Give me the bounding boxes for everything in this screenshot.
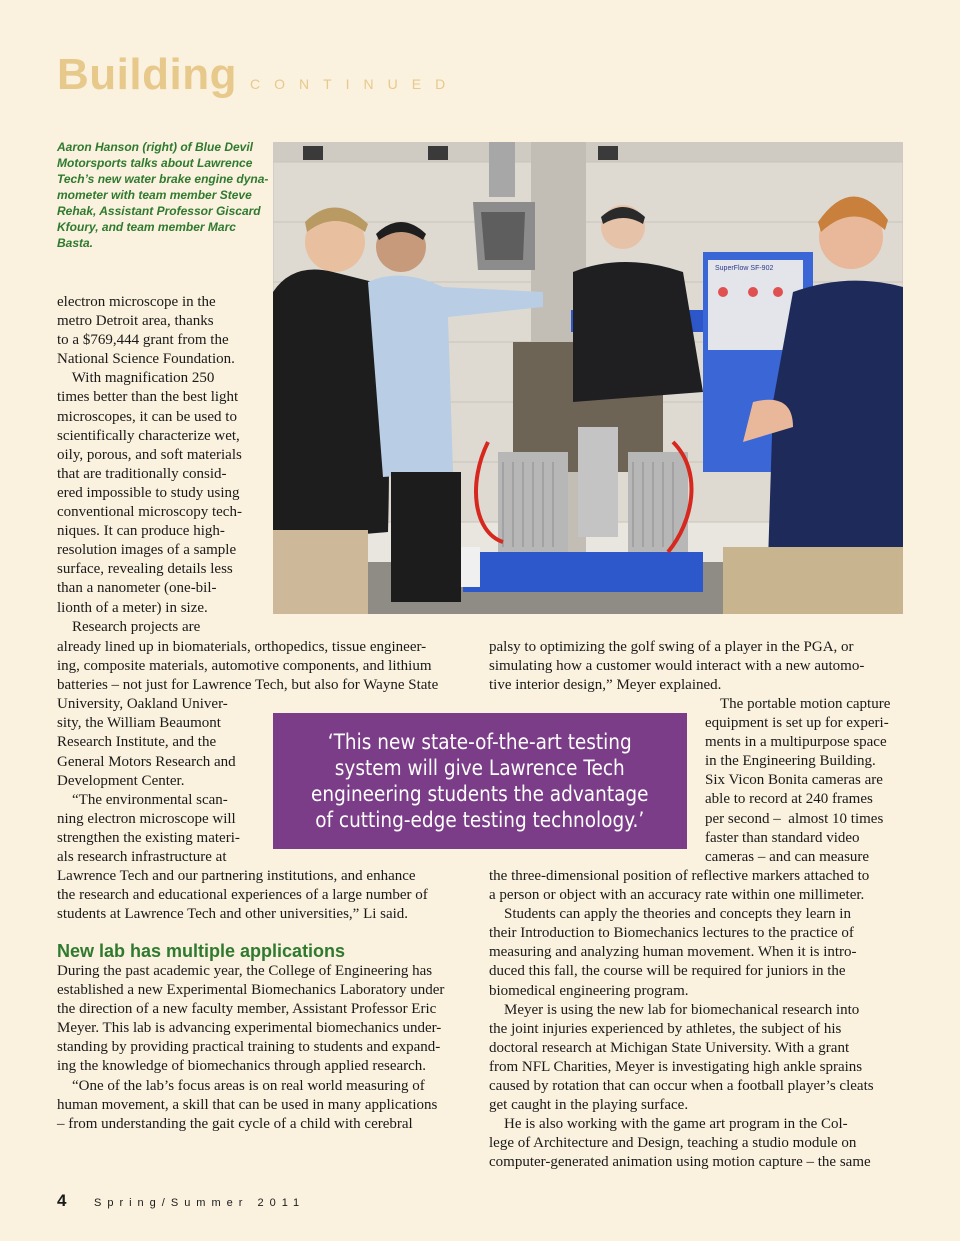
text-line: duced this fall, the course will be required for juniors in the xyxy=(489,963,846,980)
caption-line: Tech’s new water brake engine dyna- xyxy=(57,172,269,186)
caption-line: Motorsports talks about Lawrence xyxy=(57,156,253,170)
body-column-right-top xyxy=(489,638,904,695)
text-line: With magnification 250 xyxy=(57,370,215,387)
caption-line: mometer with team member Steve xyxy=(57,188,252,202)
text-line: ered impossible to study using xyxy=(57,484,240,501)
text-line: “The environmental scan- xyxy=(57,791,228,808)
text-line: General Motors Research and xyxy=(57,753,236,770)
continued-label: CONTINUED xyxy=(250,76,460,92)
text-line: During the past academic year, the College of Engineering has xyxy=(57,963,433,979)
text-line: resolution images of a sample xyxy=(57,542,237,559)
issue-label: Spring/Summer 2011 xyxy=(94,1197,306,1209)
text-line: ning electron microscope will xyxy=(57,810,236,827)
text-line: get caught in the playing surface. xyxy=(489,1097,689,1114)
text-line: microscopes, it can be used to xyxy=(57,408,237,425)
quote-line: ‘This new state-of-the-art testing xyxy=(328,730,632,754)
body-column-left-bottom xyxy=(57,962,472,1134)
text-line: ing the knowledge of biomechanics through applied research. xyxy=(57,1058,427,1075)
text-line: lege of Architecture and Design, teaching a studio module on xyxy=(489,1135,857,1152)
text-line: National Science Foundation. xyxy=(57,351,235,368)
text-line: als research infrastructure at xyxy=(57,849,227,866)
text-line: from NFL Charities, Meyer is investigating high ankle sprains xyxy=(489,1058,863,1075)
text-line: a person or object with an accuracy rate within one millimeter. xyxy=(489,887,865,904)
text-line: computer-generated animation using motion capture – the same xyxy=(489,1154,871,1171)
text-line: strengthen the existing materi- xyxy=(57,829,240,846)
text-line: human movement, a skill that can be used in many applications xyxy=(57,1096,438,1113)
text-line: able to record at 240 frames xyxy=(705,791,873,808)
caption-line: Aaron Hanson (right) of Blue Devil xyxy=(57,140,254,154)
text-line: measuring and analyzing human movement. When it is intro- xyxy=(489,944,857,961)
text-line: established a new Experimental Biomechanics Laboratory under xyxy=(57,982,445,999)
text-line: caused by rotation that can occur when a football player’s cleats xyxy=(489,1078,874,1095)
quote-line: system will give Lawrence Tech xyxy=(335,756,625,780)
text-line: the research and educational experiences of a large number of xyxy=(57,887,428,904)
text-line: scientifically characterize wet, xyxy=(57,427,240,444)
text-line: the joint injuries experienced by athletes, the subject of his xyxy=(489,1020,842,1037)
text-line: sity, the William Beaumont xyxy=(57,715,221,732)
text-line: metro Detroit area, thanks xyxy=(57,313,214,330)
body-column-right-bottom xyxy=(489,867,904,1173)
text-line: already lined up in biomaterials, orthopedics, tissue engineer- xyxy=(57,639,427,655)
caption-line: Basta. xyxy=(57,236,94,250)
text-line: their Introduction to Biomechanics lectures to the practice of xyxy=(489,925,854,942)
quote-line: of cutting-edge testing technology.’ xyxy=(315,808,645,832)
text-line: Lawrence Tech and our partnering institutions, and enhance xyxy=(57,868,416,885)
text-line: University, Oakland Univer- xyxy=(57,696,228,713)
text-line: standing by providing practical training to students and expand- xyxy=(57,1039,441,1056)
text-line: faster than standard video xyxy=(705,829,860,846)
quote-line: engineering students the advantage xyxy=(311,782,649,806)
text-line: palsy to optimizing the golf swing of a player in the PGA, or xyxy=(489,639,854,655)
page-number: 4 xyxy=(57,1191,67,1210)
text-line: biomedical engineering program. xyxy=(489,982,689,999)
text-line: cameras – and can measure xyxy=(705,848,870,865)
text-line: Meyer. This lab is advancing experimental biomechanics under- xyxy=(57,1020,442,1037)
text-line: that are traditionally consid- xyxy=(57,465,227,482)
rig-panel-label: SuperFlow SF-902 xyxy=(715,265,774,272)
text-line: Development Center. xyxy=(57,772,185,789)
text-line: – from understanding the gait cycle of a child with cerebral xyxy=(57,1115,413,1132)
page-title: Building xyxy=(57,50,237,99)
photo-caption xyxy=(57,139,269,251)
text-line: equipment is set up for experi- xyxy=(705,715,889,732)
text-line: niques. It can produce high- xyxy=(57,523,225,540)
text-line: He is also working with the game art program in the Col- xyxy=(489,1116,848,1133)
text-line: conventional microscopy tech- xyxy=(57,504,242,521)
text-line: to a $769,444 grant from the xyxy=(57,332,229,349)
text-line: doctoral research at Michigan State University. With a grant xyxy=(489,1039,850,1056)
caption-line: Kfoury, and team member Marc xyxy=(57,220,236,234)
text-line: oily, porous, and soft materials xyxy=(57,446,242,463)
text-line: Six Vicon Bonita cameras are xyxy=(705,772,883,789)
section-subhead: New lab has multiple applications xyxy=(57,941,346,961)
text-line: “One of the lab’s focus areas is on real world measuring of xyxy=(57,1077,425,1094)
text-line: batteries – not just for Lawrence Tech, but also for Wayne State xyxy=(57,677,439,694)
text-line: The portable motion capture xyxy=(720,696,891,712)
text-line: students at Lawrence Tech and other universities,” Li said. xyxy=(57,906,409,923)
body-column-right-narrow xyxy=(705,695,905,867)
text-line: Students can apply the theories and concepts they learn in xyxy=(489,906,851,923)
lab-photo xyxy=(273,142,903,614)
pull-quote xyxy=(273,713,687,849)
text-line: lionth of a meter) in size. xyxy=(57,599,208,616)
text-line: the direction of a new faculty member, Assistant Professor Eric xyxy=(57,1001,437,1018)
text-line: in the Engineering Building. xyxy=(705,753,876,770)
text-line: ing, composite materials, automotive components, and lithium xyxy=(57,658,432,675)
text-line: than a nanometer (one-bil- xyxy=(57,580,217,597)
text-line: Research Institute, and the xyxy=(57,734,217,751)
text-line: Research projects are xyxy=(57,618,201,635)
text-line: Meyer is using the new lab for biomechanical research into xyxy=(489,1001,860,1018)
caption-line: Rehak, Assistant Professor Giscard xyxy=(57,204,261,218)
text-line: simulating how a customer would interact with a new automo- xyxy=(489,658,865,675)
text-line: the three-dimensional position of reflective markers attached to xyxy=(489,868,870,884)
text-line: times better than the best light xyxy=(57,389,239,406)
text-line: per second – almost 10 times xyxy=(705,810,884,827)
text-line: ments in a multipurpose space xyxy=(705,734,887,751)
text-line: tive interior design,” Meyer explained. xyxy=(489,677,722,694)
body-column-left-top xyxy=(57,293,262,637)
text-line: surface, revealing details less xyxy=(57,561,233,578)
text-line: electron microscope in the xyxy=(57,294,216,310)
